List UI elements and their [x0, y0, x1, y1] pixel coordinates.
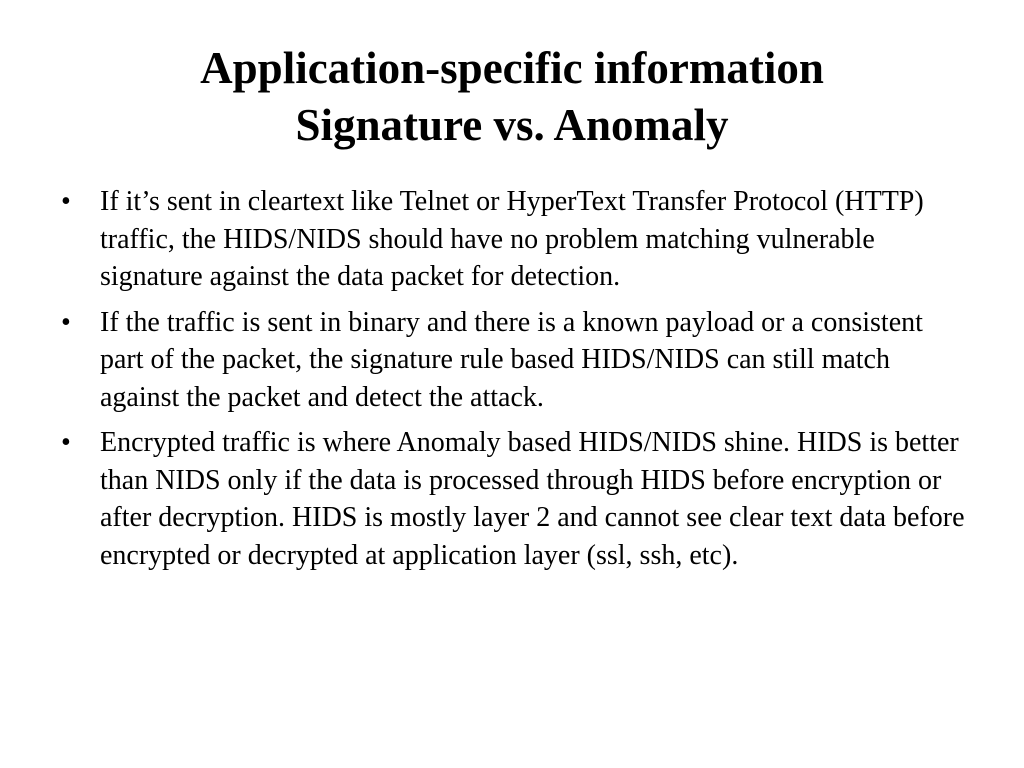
bullet-text: Encrypted traffic is where Anomaly based HIDS/NIDS shine. HIDS is better than NIDS only if the data is processed through HIDS before encryption or after decryption. HIDS is mostly layer 2 and cannot see clear text data before encrypted or decrypted at application layer (ssl, ssh, etc). [100, 427, 965, 571]
slide-title-line-2: Signature vs. Anomaly [295, 100, 729, 150]
bullet-dot-icon: • [61, 427, 71, 458]
bullet-item-cleartext [55, 183, 970, 296]
bullet-list [55, 183, 970, 582]
bullet-dot-icon: • [61, 186, 71, 217]
slide-title-line-1: Application-specific information [200, 43, 824, 93]
bullet-text: If the traffic is sent in binary and there is a known payload or a consistent part of the packet, the signature rule based HIDS/NIDS can still match against the packet and detect the attack. [100, 306, 923, 413]
slide-title [60, 40, 964, 154]
bullet-text: If it’s sent in cleartext like Telnet or HyperText Transfer Protocol (HTTP) traffic, the HIDS/NIDS should have no problem matching vulnerable signature against the data packet for detection. [100, 186, 924, 292]
bullet-dot-icon: • [61, 306, 71, 338]
bullet-item-encrypted [55, 424, 970, 574]
bullet-item-binary [55, 304, 970, 417]
